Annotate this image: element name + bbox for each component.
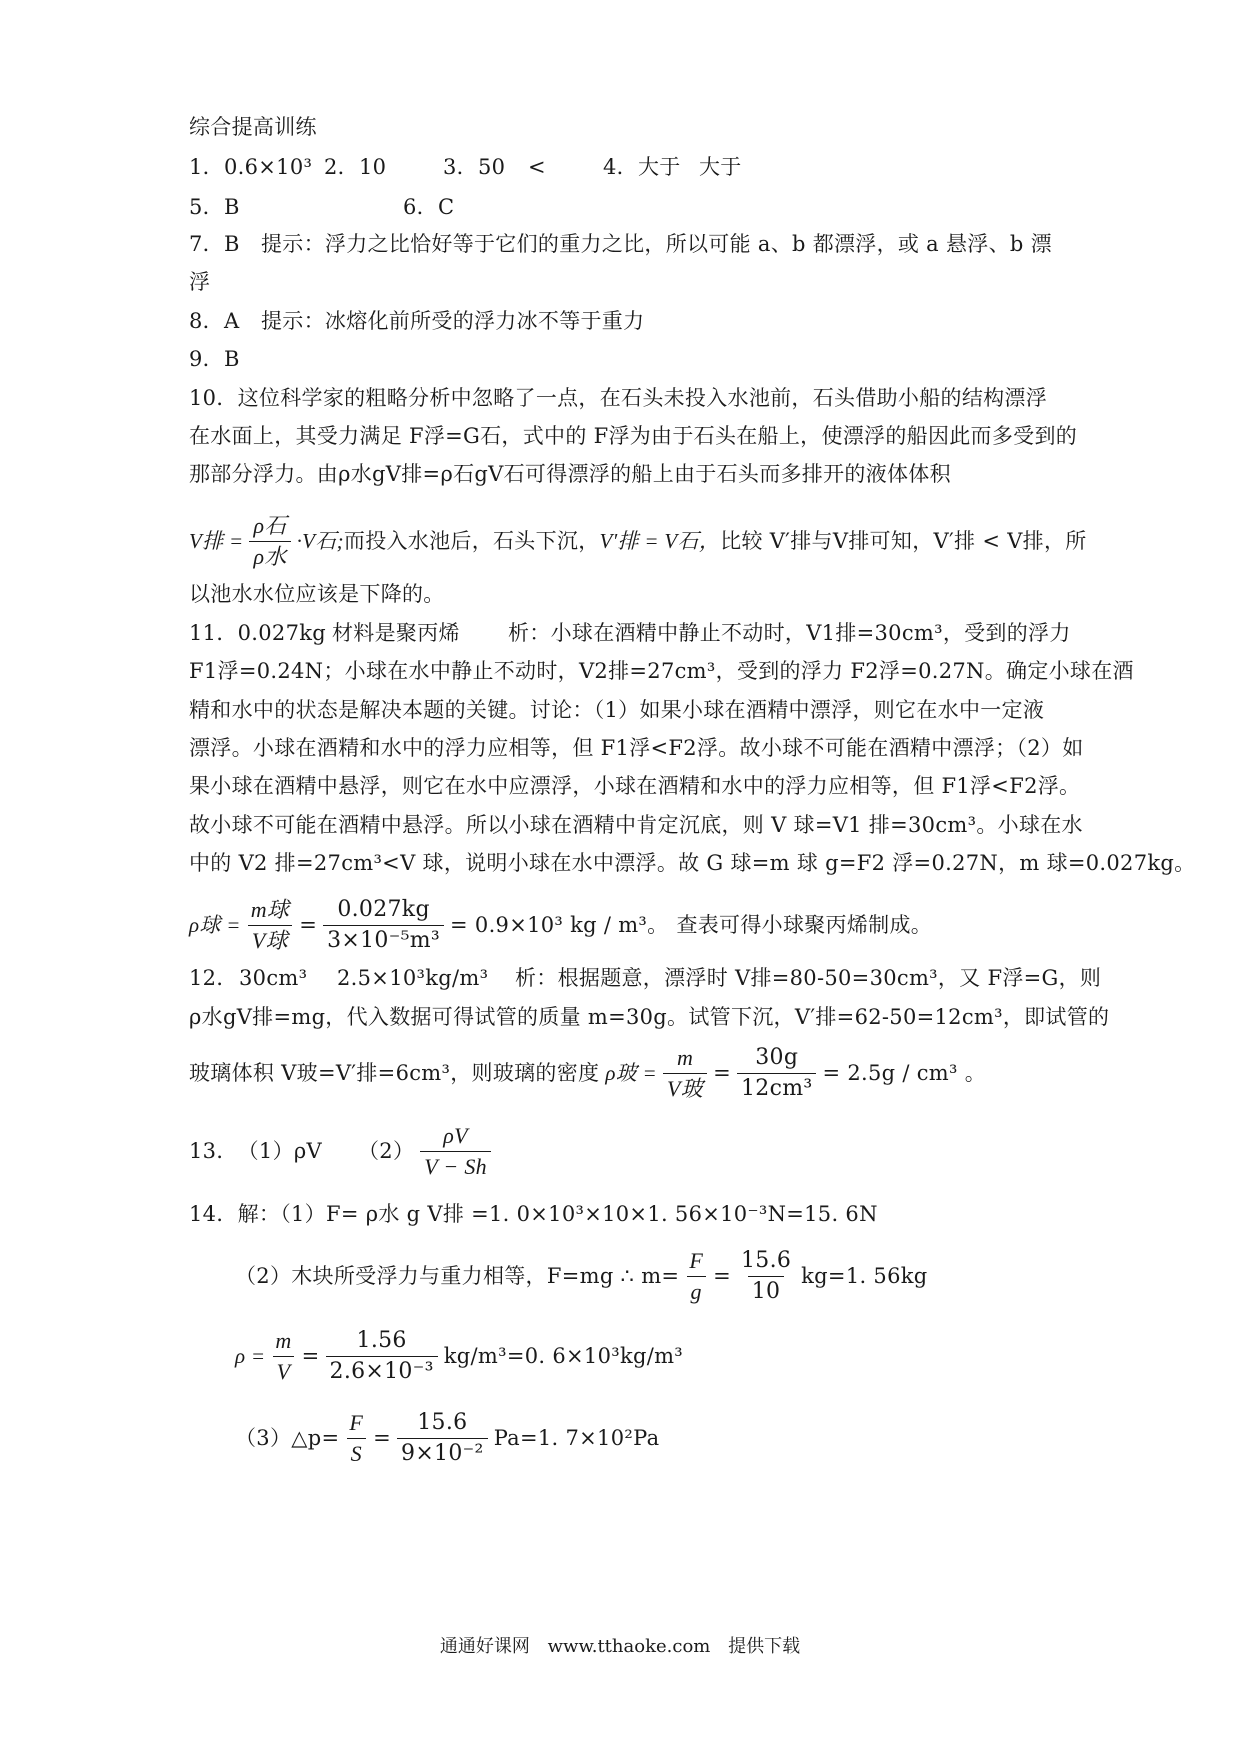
pressure-fraction	[345, 1409, 367, 1466]
formula-result: Pa=1. 7×10²Pa	[493, 1426, 660, 1450]
answer-11-line-4: 漂浮。小球在酒精和水中的浮力应相等，但 F1浮<F2浮。故小球不可能在酒精中漂浮；（2）如	[189, 736, 1084, 760]
footer-url[interactable]: www.tthaoke.com	[547, 1636, 711, 1657]
answer-7-hint: 提示：浮力之比恰好等于它们的重力之比，所以可能 a、b 都漂浮，或 a 悬浮、b 漂	[261, 232, 1052, 256]
formula-equation: V′排 = V石，	[599, 529, 721, 553]
density-value-fraction	[326, 1327, 438, 1384]
answer-14-line-1: 14．解：（1）F= ρ水 g V排 =1. 0×10³×10×1. 56×10⁻³N=15. 6N	[189, 1202, 878, 1226]
answer-7-line-2: 浮	[189, 270, 211, 294]
formula-result: kg=1. 56kg	[801, 1264, 928, 1288]
formula-lhs: V排 =	[189, 529, 244, 553]
answer-13-part-1: （1）ρV	[237, 1139, 322, 1163]
fraction-numerator: 15.6	[740, 1247, 792, 1273]
fraction-denominator: 10	[748, 1276, 785, 1303]
glass-density-fraction	[663, 1044, 707, 1101]
answer-14-part-3	[235, 1402, 1060, 1474]
answer-4-second: 大于	[699, 155, 742, 179]
page-footer	[0, 1635, 1240, 1659]
fraction-numerator: ρ石	[253, 512, 287, 538]
formula-equals: =	[301, 1344, 320, 1368]
fraction-numerator: m球	[250, 896, 290, 922]
fraction-denominator: 2.6×10⁻³	[326, 1356, 438, 1383]
answer-13-number: 13．	[189, 1139, 238, 1163]
answer-12-density: 2.5×10³kg/m³	[337, 966, 489, 990]
answer-9: 9．B	[189, 347, 240, 371]
answer-7-number: 7．B	[189, 232, 240, 256]
formula-lhs: ρ =	[235, 1344, 266, 1368]
formula-result: = 2.5g / cm³ 。	[822, 1061, 986, 1085]
answer-11-line-5: 果小球在酒精中悬浮，则它在水中应漂浮，小球在酒精和水中的浮力应相等，但 F1浮<F2浮。	[189, 774, 1081, 798]
answer-11-line-7: 中的 V2 排=27cm³<V 球，说明小球在水中漂浮。故 G 球=m 球 g=F2 浮=0.27N，m 球=0.027kg。	[189, 851, 1196, 875]
answer-6: 6．C	[403, 195, 455, 219]
formula-equals: =	[373, 1426, 392, 1450]
density-ratio-fraction	[249, 512, 290, 569]
fraction-numerator: F	[689, 1247, 704, 1273]
answer-12-analysis: 析：根据题意，漂浮时 V排=80-50=30cm³，又 F浮=G，则	[515, 966, 1102, 990]
mass-value-fraction	[737, 1247, 795, 1304]
answer-8-number: 8．A	[189, 309, 240, 333]
answer-14-density	[235, 1320, 1060, 1392]
answer-11-mass: 11．0.027kg	[189, 621, 327, 645]
formula-text: 玻璃体积 V玻=V′排=6cm³，则玻璃的密度	[189, 1061, 600, 1085]
fraction-denominator: ρ水	[249, 541, 290, 568]
mass-fraction	[685, 1247, 707, 1304]
formula-result: kg/m³=0. 6×10³kg/m³	[443, 1344, 684, 1368]
fraction-numerator: m	[275, 1327, 292, 1353]
fraction-numerator: 0.027kg	[337, 896, 430, 922]
formula-text-3: 所	[1065, 529, 1087, 553]
fraction-denominator: V − Sh	[420, 1151, 491, 1178]
fraction-numerator: 1.56	[356, 1327, 407, 1353]
formula-lhs: ρ玻 =	[605, 1061, 658, 1085]
answer-11-line-3: 精和水中的状态是解决本题的关键。讨论：（1）如果小球在酒精中漂浮，则它在水中一定液	[189, 698, 1045, 722]
formula-lhs: ρ球 =	[189, 913, 241, 937]
answer-4: 4．大于	[603, 155, 681, 179]
fraction-denominator: V球	[248, 925, 292, 952]
formula-text-2: 比较 V′排与V排可知，V′排 < V排，	[720, 529, 1066, 553]
formula-equals: =	[713, 1061, 731, 1085]
fraction-denominator: S	[347, 1438, 366, 1465]
answer-5: 5．B	[189, 195, 240, 219]
answer-13	[189, 1116, 1060, 1186]
answer-10-line-3: 那部分浮力。由ρ水gV排=ρ石gV石可得漂浮的船上由于石头而多排开的液体体积	[189, 462, 951, 486]
answer-8-hint: 提示：冰熔化前所受的浮力冰不等于重力	[261, 309, 645, 333]
fraction-numerator: F	[349, 1409, 364, 1435]
fraction-denominator: V玻	[663, 1073, 707, 1100]
answer-11-line-6: 故小球不可能在酒精中悬浮。所以小球在酒精中肯定沉底，则 V 球=V1 排=30cm³。小球在水	[189, 813, 1083, 837]
answer-12-number: 12．	[189, 966, 238, 990]
answer-11-line-2: F1浮=0.24N；小球在水中静止不动时，V2排=27cm³，受到的浮力 F2浮=0.27N。确定小球在酒	[189, 659, 1134, 683]
formula-text-1: 而投入水池后，石头下沉，	[343, 529, 600, 553]
section-heading: 综合提高训练	[189, 115, 317, 139]
answer-11-analysis: 析：小球在酒精中静止不动时，V1排=30cm³，受到的浮力	[508, 621, 1071, 645]
answer-12-volume: 30cm³	[239, 966, 308, 990]
answer-1: 1．0.6×10³	[189, 155, 313, 179]
answer-14-part-2	[235, 1240, 1060, 1312]
formula-result: = 0.9×10³ kg / m³。	[450, 913, 669, 937]
footer-note: 提供下载	[728, 1636, 801, 1657]
answer-3-symbol: <	[528, 155, 546, 179]
fraction-denominator: V	[273, 1356, 295, 1383]
part-2-text: （2）木块所受浮力与重力相等，F=mg ∴ m=	[235, 1264, 680, 1288]
answer-10-line-5: 以池水水位应该是下降的。	[189, 582, 445, 606]
fraction-denominator: 12cm³	[737, 1073, 817, 1100]
footer-site-name: 通通好课网	[439, 1636, 530, 1657]
fraction-denominator: 9×10⁻²	[397, 1438, 488, 1465]
glass-density-value-fraction	[737, 1044, 817, 1101]
answer-3: 3．50	[443, 155, 506, 179]
answer-2: 2．10	[324, 155, 387, 179]
answer-13-fraction	[420, 1122, 491, 1179]
part-3-lhs: （3）△p=	[235, 1426, 340, 1450]
ball-density-fraction	[247, 896, 294, 953]
answer-12-formula	[189, 1035, 1060, 1111]
fraction-numerator: m	[676, 1044, 694, 1070]
answer-11-material: 材料是聚丙烯	[332, 621, 460, 645]
fraction-denominator: 3×10⁻⁵m³	[323, 925, 444, 952]
formula-equals: =	[299, 913, 318, 937]
formula-equals: =	[713, 1264, 731, 1288]
pressure-value-fraction	[397, 1409, 488, 1466]
answer-10-formula	[189, 505, 1087, 577]
density-fraction	[271, 1327, 295, 1384]
fraction-numerator: 15.6	[417, 1409, 468, 1435]
answer-10-line-2: 在水面上，其受力满足 F浮=G石，式中的 F浮为由于石头在船上，使漂浮的船因此而多受到的	[189, 424, 1078, 448]
formula-rhs: ·V石;	[296, 529, 344, 553]
ball-density-value-fraction	[323, 896, 444, 953]
answer-12-line-2: ρ水gV排=mg，代入数据可得试管的质量 m=30g。试管下沉，V′排=62-50=12cm³，即试管的	[189, 1005, 1110, 1029]
fraction-numerator: 30g	[755, 1044, 799, 1070]
answer-11-formula	[189, 890, 1060, 960]
formula-conclusion: 查表可得小球聚丙烯制成。	[676, 913, 933, 937]
fraction-denominator: g	[687, 1276, 706, 1303]
answer-13-part-2: （2）	[358, 1139, 415, 1163]
answer-10-line-1: 10．这位科学家的粗略分析中忽略了一点，在石头未投入水池前，石头借助小船的结构漂浮	[189, 386, 1048, 410]
fraction-numerator: ρV	[443, 1122, 468, 1148]
